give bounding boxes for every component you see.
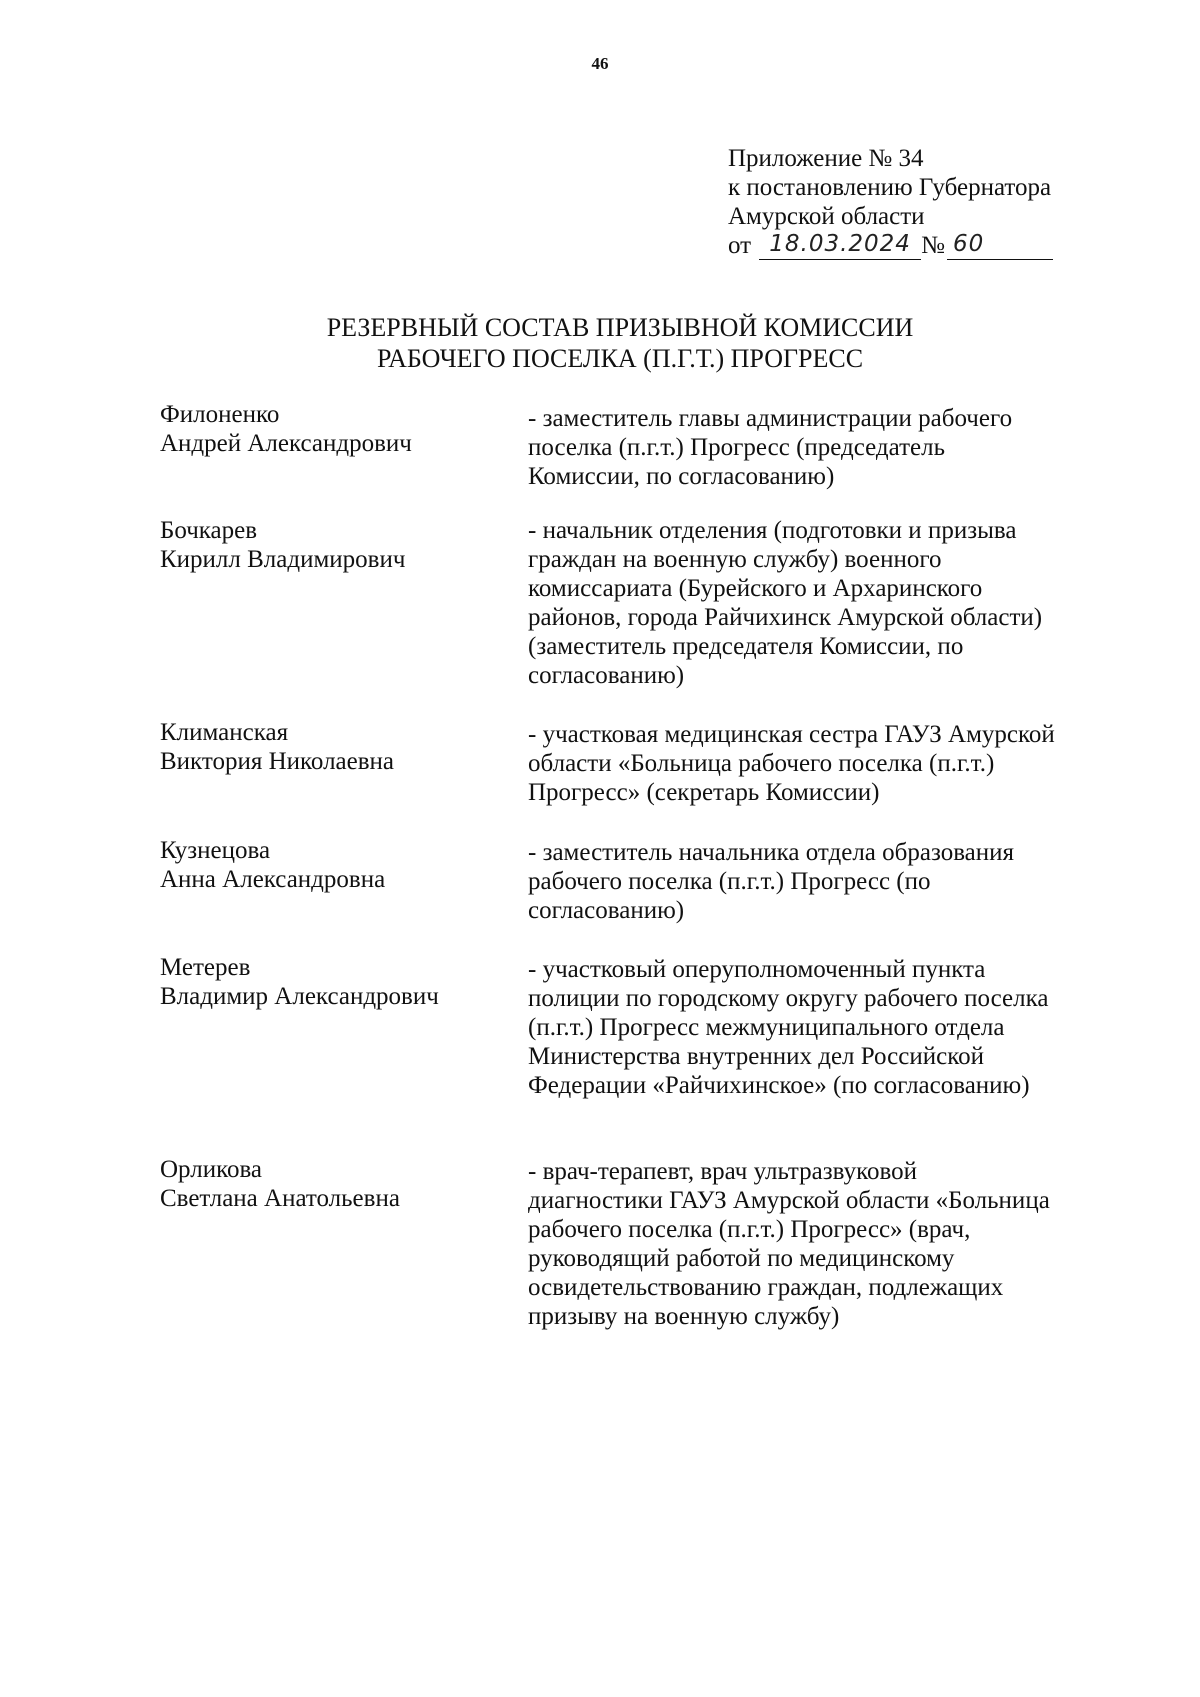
member-given-names: Анна Александровна: [160, 866, 386, 893]
member-name: [160, 718, 528, 807]
member-role: - участковая медицинская сестра ГАУЗ Амурской области «Больница рабочего поселка (п.г.т.) Прогресс» (секретарь Комиссии): [528, 721, 1055, 806]
member-given-names: Кирилл Владимирович: [160, 546, 406, 573]
appendix-title: Приложение № 34: [728, 145, 924, 172]
member-name: [160, 836, 528, 925]
member-surname: Филоненко: [160, 401, 280, 428]
title-line-2: РАБОЧЕГО ПОСЕЛКА (П.Г.Т.) ПРОГРЕСС: [376, 344, 864, 373]
date-prefix: от: [728, 232, 752, 259]
member-surname: Кузнецова: [160, 837, 271, 864]
appendix-region: Амурской области: [728, 203, 925, 230]
member-name: [160, 953, 528, 1100]
member-entry: [160, 718, 1058, 807]
handwritten-date: 18.03.2024: [759, 232, 921, 260]
appendix-reference: к постановлению Губернатора: [728, 174, 1052, 201]
title-line-1: РЕЗЕРВНЫЙ СОСТАВ ПРИЗЫВНОЙ КОМИССИИ: [326, 313, 914, 342]
appendix-date-line: [728, 231, 1053, 260]
member-role: - начальник отделения (подготовки и призыва граждан на военную службу) военного комиссариата (Бурейского и Архаринского районов, города Райчихинск Амурской области) (заместитель председателя Комиссии, по согласованию): [528, 517, 1043, 689]
member-given-names: Владимир Александрович: [160, 983, 439, 1010]
member-entry: [160, 516, 1058, 690]
member-name: [160, 516, 528, 690]
member-entry: [160, 953, 1058, 1100]
member-given-names: Виктория Николаевна: [160, 748, 395, 775]
member-role: - заместитель главы администрации рабочего поселка (п.г.т.) Прогресс (председатель Комиссии, по согласованию): [528, 405, 1013, 490]
member-name: [160, 1155, 528, 1331]
member-given-names: Светлана Анатольевна: [160, 1185, 400, 1212]
document-title: [0, 312, 1200, 374]
member-entry: [160, 836, 1058, 925]
member-role: - заместитель начальника отдела образования рабочего поселка (п.г.т.) Прогресс (по согласованию): [528, 839, 1015, 924]
handwritten-number: 60: [947, 232, 1053, 260]
member-surname: Климанская: [160, 719, 289, 746]
member-surname: Орликова: [160, 1156, 263, 1183]
appendix-block: [728, 144, 1053, 260]
member-surname: Бочкарев: [160, 517, 258, 544]
member-role: - участковый оперуполномоченный пункта полиции по городскому округу рабочего поселка (п.г.т.) Прогресс межмуниципального отдела Министерства внутренних дел Российской Федерации «Райчихинское» (по согласованию): [528, 956, 1049, 1099]
member-surname: Метерев: [160, 954, 251, 981]
member-given-names: Андрей Александрович: [160, 430, 412, 457]
member-role: - врач-терапевт, врач ультразвуковой диагностики ГАУЗ Амурской области «Больница рабочего поселка (п.г.т.) Прогресс» (врач, руководящий работой по медицинскому освидетельствованию граждан, подлежащих призыву на военную службу): [528, 1158, 1050, 1330]
member-entry: [160, 400, 1058, 491]
page-number: 46: [591, 54, 609, 73]
number-label: №: [921, 232, 945, 259]
member-entry: [160, 1155, 1058, 1331]
member-name: [160, 400, 528, 491]
